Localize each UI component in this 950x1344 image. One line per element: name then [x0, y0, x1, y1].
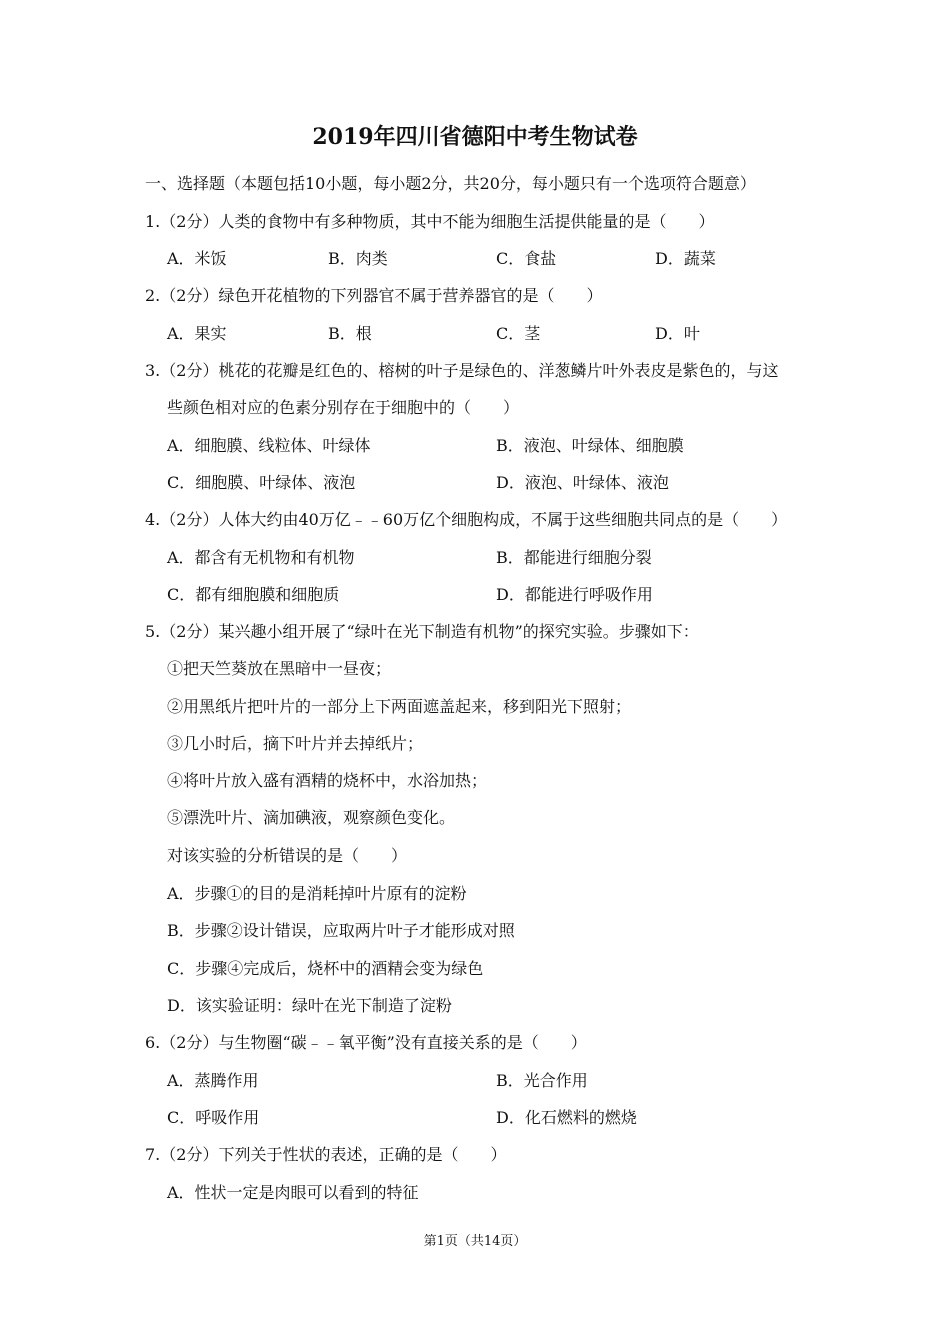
q6-option-a: A．蒸腾作用: [167, 1071, 259, 1090]
page-footer: 第1页（共14页）: [423, 1234, 527, 1249]
q4-option-d: D．都能进行呼吸作用: [496, 585, 653, 604]
question-3-cont: 些颜色相对应的色素分别存在于细胞中的（ ）: [167, 398, 520, 417]
q2-option-c: C．茎: [496, 324, 541, 343]
section-heading: 一、选择题（本题包括10小题，每小题2分，共20分，每小题只有一个选项符合题意）: [145, 174, 756, 193]
q2-option-a: A．果实: [167, 324, 227, 343]
q1-option-b: B．肉类: [328, 249, 388, 268]
q3-option-b: B．液泡、叶绿体、细胞膜: [496, 436, 684, 455]
q2-option-d: D．叶: [655, 324, 700, 343]
q3-option-a: A．细胞膜、线粒体、叶绿体: [167, 436, 371, 455]
q1-option-a: A．米饭: [167, 249, 227, 268]
q5-option-a: A．步骤①的目的是消耗掉叶片原有的淀粉: [167, 884, 467, 903]
q6-option-c: C．呼吸作用: [167, 1108, 260, 1127]
question-5: 5.（2分）某兴趣小组开展了“绿叶在光下制造有机物”的探究实验。步骤如下：: [145, 622, 699, 641]
q6-option-d: D．化石燃料的燃烧: [496, 1108, 637, 1127]
q1-option-c: C．食盐: [496, 249, 557, 268]
question-4: 4.（2分）人体大约由40万亿﹣﹣60万亿个细胞构成，不属于这些细胞共同点的是（ ）: [145, 510, 788, 529]
page-title: 2019年四川省德阳中考生物试卷: [312, 124, 638, 150]
q4-option-b: B．都能进行细胞分裂: [496, 548, 652, 567]
q5-step-2: ②用黑纸片把叶片的一部分上下两面遮盖起来，移到阳光下照射；: [167, 697, 632, 716]
q4-option-a: A．都含有无机物和有机物: [167, 548, 355, 567]
question-1: 1.（2分）人类的食物中有多种物质，其中不能为细胞生活提供能量的是（ ）: [145, 212, 715, 231]
q5-option-c: C．步骤④完成后，烧杯中的酒精会变为绿色: [167, 959, 484, 978]
question-2: 2.（2分）绿色开花植物的下列器官不属于营养器官的是（ ）: [145, 286, 603, 305]
q3-option-c: C．细胞膜、叶绿体、液泡: [167, 473, 356, 492]
q7-option-a: A．性状一定是肉眼可以看到的特征: [167, 1183, 419, 1202]
q5-prompt: 对该实验的分析错误的是（ ）: [167, 846, 408, 865]
q5-option-b: B．步骤②设计错误，应取两片叶子才能形成对照: [167, 921, 515, 940]
q5-step-5: ⑤漂洗叶片、滴加碘液，观察颜色变化。: [167, 808, 456, 827]
q5-step-1: ①把天竺葵放在黑暗中一昼夜；: [167, 659, 392, 678]
question-3: 3.（2分）桃花的花瓣是红色的、榕树的叶子是绿色的、洋葱鳞片叶外表皮是紫色的，与这: [145, 361, 779, 380]
q2-option-b: B．根: [328, 324, 372, 343]
q5-step-4: ④将叶片放入盛有酒精的烧杯中，水浴加热；: [167, 771, 488, 790]
q3-option-d: D．液泡、叶绿体、液泡: [496, 473, 669, 492]
question-6: 6.（2分）与生物圈“碳﹣﹣氧平衡”没有直接关系的是（ ）: [145, 1033, 587, 1052]
q1-option-d: D．蔬菜: [655, 249, 716, 268]
q6-option-b: B．光合作用: [496, 1071, 588, 1090]
q4-option-c: C．都有细胞膜和细胞质: [167, 585, 340, 604]
q5-step-3: ③几小时后，摘下叶片并去掉纸片；: [167, 734, 424, 753]
question-7: 7.（2分）下列关于性状的表述，正确的是（ ）: [145, 1145, 507, 1164]
q5-option-d: D．该实验证明：绿叶在光下制造了淀粉: [167, 996, 452, 1015]
